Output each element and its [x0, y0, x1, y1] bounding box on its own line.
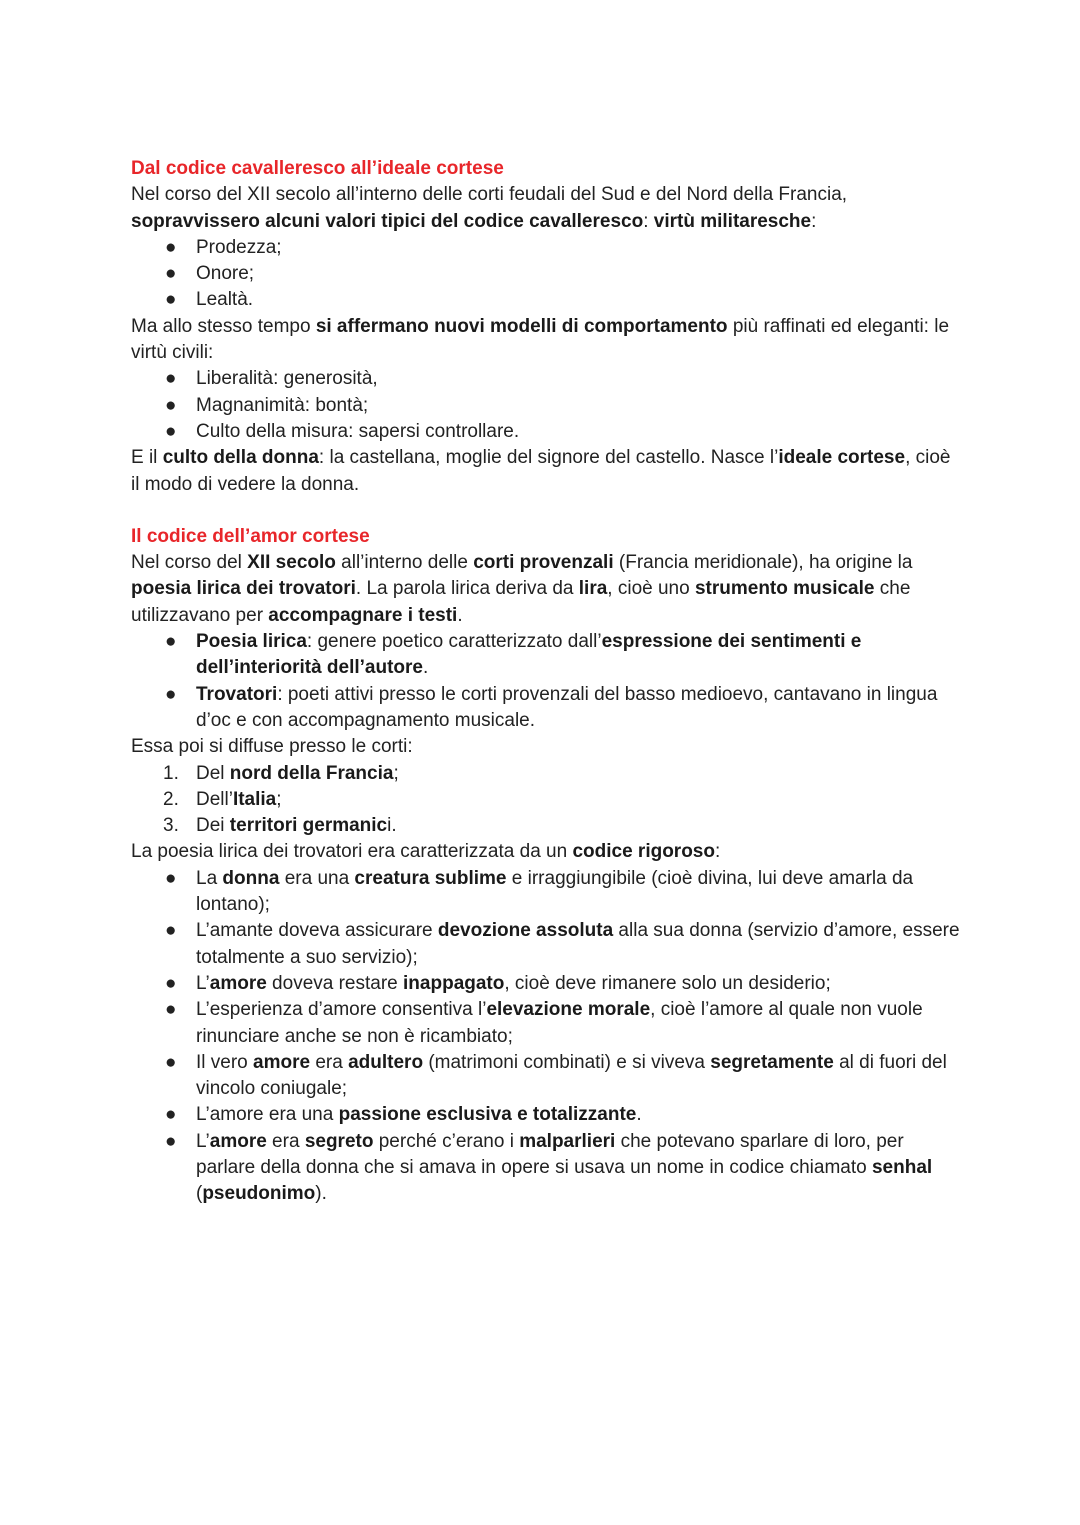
numbered-item: [131, 813, 961, 839]
list-item: [131, 866, 961, 919]
code-intro-paragraph: [131, 839, 961, 865]
bold-text: amore: [209, 1130, 267, 1152]
bold-text: ideale cortese: [778, 447, 906, 469]
bold-text: si affermano nuovi modelli di comportamento: [315, 315, 728, 337]
list-item: [131, 1050, 961, 1103]
list-item: [131, 1129, 961, 1208]
list-item: [131, 997, 961, 1050]
text-run: :: [643, 210, 654, 232]
text-run: Del: [196, 762, 230, 784]
bold-text: elevazione morale: [486, 999, 651, 1021]
text-run: doveva restare: [266, 972, 404, 994]
bullet-icon: ●: [165, 972, 177, 994]
text-run: i.: [387, 815, 397, 837]
bold-text: accompagnare i testi: [268, 604, 458, 626]
text-run: che utilizzavano per: [131, 578, 911, 626]
text-run: L’: [196, 972, 210, 994]
list-item: [131, 235, 961, 261]
bold-text: poesia lirica dei trovatori: [131, 578, 356, 600]
text-run: , cioè il modo di vedere la donna.: [131, 447, 951, 495]
text-run: ;: [393, 762, 399, 784]
bold-text: territori germanic: [229, 815, 388, 837]
militari-virtues-list: [131, 235, 961, 314]
bold-text: virtù militaresche: [653, 210, 812, 232]
bold-text: donna: [222, 867, 280, 889]
bold-text: nord della Francia: [229, 762, 394, 784]
bullet-icon: ●: [165, 999, 177, 1021]
bold-text: corti provenzali: [473, 552, 614, 574]
list-item: [131, 366, 961, 392]
bold-text: codice rigoroso: [572, 841, 715, 863]
text-run: .: [457, 604, 463, 626]
text-run: all’interno delle: [335, 552, 474, 574]
text-run: era: [310, 1051, 349, 1073]
bold-text: lira: [578, 578, 608, 600]
text-run: più raffinati ed eleganti: le virtù civili:: [131, 315, 950, 364]
definitions-list: [131, 629, 961, 734]
list-item: [131, 419, 961, 445]
text-run: L’amore era una: [196, 1104, 339, 1126]
text-run: e irraggiungibile (cioè divina, lui deve amarla da lontano);: [196, 867, 914, 916]
bullet-icon: ●: [165, 920, 177, 942]
text-run: Ma allo stesso tempo: [131, 315, 316, 337]
text-run: era: [266, 1130, 305, 1152]
section-heading-ideale-cortese: Dal codice cavalleresco all’ideale cortese: [131, 158, 504, 179]
text-run: Essa poi si diffuse presso le corti:: [131, 736, 413, 758]
list-item: [131, 629, 961, 682]
bold-text: espressione dei sentimenti e dell’interiorità dell’autore: [196, 631, 862, 679]
text-run: Nel corso del: [131, 552, 248, 574]
bold-text: segretamente: [710, 1051, 834, 1073]
text-run: :: [811, 210, 817, 232]
list-item: [131, 971, 961, 997]
text-run: (matrimoni combinati) e si viveva: [423, 1051, 711, 1073]
text-run: , cioè uno: [607, 578, 695, 600]
bullet-icon: ●: [165, 420, 177, 442]
text-run: Culto della misura: sapersi controllare.: [196, 420, 520, 442]
civil-virtues-list: [131, 366, 961, 445]
bold-text: sopravvissero alcuni valori tipici del codice cavalleresco: [131, 210, 644, 232]
bullet-icon: ●: [165, 236, 177, 258]
text-run: L’: [196, 1130, 210, 1152]
bullet-icon: ●: [165, 631, 177, 653]
origin-paragraph: [131, 550, 961, 629]
list-item: [131, 682, 961, 735]
intro-paragraph: [131, 182, 961, 235]
text-run: , cioè l’amore al quale non vuole rinunciare anche se non è ricambiato;: [196, 999, 923, 1047]
text-run: che potevano sparlare di loro, per parlare della donna che si amava in opere si usava un nome in codice chiamato: [196, 1130, 904, 1178]
bullet-icon: ●: [165, 1104, 177, 1126]
text-run: (Francia meridionale), ha origine la: [613, 552, 913, 574]
document-page: [131, 156, 961, 1208]
list-item: [131, 393, 961, 419]
bold-text: senhal: [871, 1156, 933, 1178]
text-run: Dell’: [196, 788, 233, 810]
bold-text: amore: [209, 972, 267, 994]
text-run: Dei: [196, 815, 230, 837]
bullet-icon: ●: [165, 683, 177, 705]
list-item: [131, 1102, 961, 1128]
bold-text: pseudonimo: [202, 1183, 316, 1205]
spread-paragraph: [131, 734, 961, 760]
bold-text: malparlieri: [519, 1130, 616, 1152]
bullet-icon: ●: [165, 867, 177, 889]
bold-text: amore: [253, 1051, 311, 1073]
text-run: perché c’erano i: [373, 1130, 520, 1152]
code-rules-list: [131, 866, 961, 1208]
bold-text: strumento musicale: [694, 578, 875, 600]
numbered-item: [131, 787, 961, 813]
bold-text: Italia: [232, 788, 277, 810]
text-run: : poeti attivi presso le corti provenzali del basso medioevo, cantavano in lingua d’oc e con accompagnamento musicale.: [196, 683, 938, 731]
text-run: La poesia lirica dei trovatori era caratterizzata da un: [131, 841, 573, 863]
bullet-icon: ●: [165, 263, 177, 285]
item-number: 1.: [163, 762, 179, 784]
item-number: 3.: [163, 815, 179, 837]
bold-text: Trovatori: [196, 683, 278, 705]
text-run: : la castellana, moglie del signore del castello. Nasce l’: [318, 447, 779, 469]
text-run: Magnanimità: bontà;: [196, 394, 369, 416]
list-item: [131, 918, 961, 971]
text-run: :: [714, 841, 721, 863]
text-run: : genere poetico caratterizzato dall’: [306, 631, 602, 653]
text-run: . La parola lirica deriva da: [355, 578, 579, 600]
bullet-icon: ●: [165, 1130, 177, 1152]
bold-text: segreto: [304, 1130, 374, 1152]
text-run: La: [196, 867, 223, 889]
text-run: Liberalità: generosità,: [196, 368, 378, 390]
bold-text: XII secolo: [247, 552, 336, 574]
text-run: Lealtà.: [196, 289, 254, 311]
text-run: Onore;: [196, 263, 255, 285]
bold-text: devozione assoluta: [437, 920, 614, 942]
text-run: era una: [279, 867, 355, 889]
text-run: ).: [315, 1183, 327, 1205]
text-run: .: [423, 657, 429, 679]
text-run: (: [196, 1183, 203, 1205]
woman-cult-paragraph: [131, 445, 961, 498]
item-number: 2.: [163, 788, 179, 810]
numbered-item: [131, 761, 961, 787]
bullet-icon: ●: [165, 394, 177, 416]
list-item: [131, 287, 961, 313]
text-run: L’amante doveva assicurare: [196, 920, 438, 942]
text-run: Prodezza;: [196, 236, 282, 258]
section-gap: [131, 498, 961, 524]
section-heading-amor-cortese: Il codice dell’amor cortese: [131, 525, 370, 547]
bold-text: creatura sublime: [354, 867, 507, 889]
bullet-icon: ●: [165, 1051, 177, 1073]
text-run: L’esperienza d’amore consentiva l’: [196, 999, 487, 1021]
new-models-paragraph: [131, 314, 961, 367]
courts-numbered-list: [131, 761, 961, 840]
text-run: al di fuori del vincolo coniugale;: [196, 1051, 947, 1100]
text-run: , cioè deve rimanere solo un desiderio;: [504, 972, 831, 994]
text-run: Il vero: [196, 1051, 254, 1073]
text-run: E il: [131, 447, 163, 469]
bold-text: culto della donna: [162, 447, 319, 469]
text-run: .: [636, 1104, 642, 1126]
bold-text: adultero: [348, 1051, 424, 1073]
bold-text: inappagato: [403, 972, 505, 994]
bullet-icon: ●: [165, 289, 177, 311]
text-run: ;: [276, 788, 282, 810]
bold-text: passione esclusiva e totalizzante: [338, 1104, 637, 1126]
bold-text: Poesia lirica: [196, 631, 307, 653]
list-item: [131, 261, 961, 287]
bullet-icon: ●: [165, 368, 177, 390]
text-run: Nel corso del XII secolo all’interno delle corti feudali del Sud e del Nord della Francia,: [131, 184, 848, 206]
text-run: alla sua donna (servizio d’amore, essere totalmente a suo servizio);: [196, 920, 960, 968]
